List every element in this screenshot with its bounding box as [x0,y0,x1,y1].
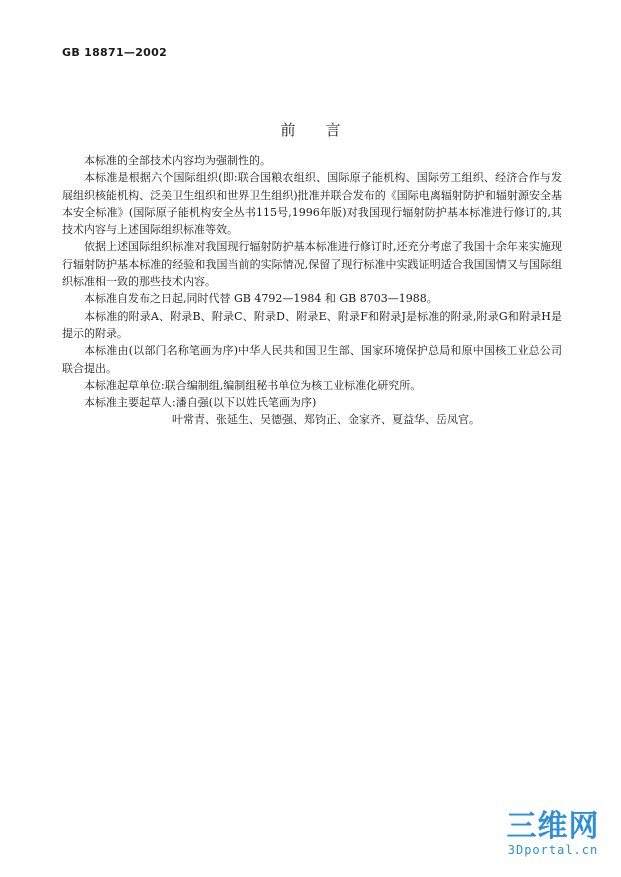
watermark-logo [501,811,605,857]
paragraph: 依据上述国际组织标准对我国现行辐射防护基本标准进行修订时,还充分考虑了我国十余年来实施现行辐射防护基本标准的经验和我国当前的实际情况,保留了现行标准中实践证明适合我国国情又与国际组织标准相一致的那些技术内容。 [62,240,562,289]
paragraph: 本标准自发布之日起,同时代替 GB 4792—1984 和 GB 8703—1988。 [84,292,438,306]
paragraph: 本标准的附录A、附录B、附录C、附录D、附录E、附录F和附录J是标准的附录,附录G和附录H是提示的附录。 [62,309,562,340]
paragraph: 本标准主要起草人:潘自强(以下以姓氏笔画为序) [84,396,317,410]
standard-code: GB 18871—2002 [62,46,168,59]
page-title: 前言 [280,121,371,139]
foreword-body [62,152,562,429]
watermark-sub-text: 3Dportal.cn [507,843,599,857]
watermark-main-text: 三维网 [506,809,600,844]
paragraph: 本标准起草单位:联合编制组,编制组秘书单位为核工业标准化研究所。 [84,378,422,392]
drafters-list: 叶常青、张延生、吴德强、郑钧正、金家齐、夏益华、岳凤官。 [172,413,480,427]
paragraph: 本标准是根据六个国际组织(即:联合国粮农组织、国际原子能机构、国际劳工组织、经济合作与发展组织核能机构、泛美卫生组织和世界卫生组织)批准并联合发布的《国际电离辐射防护和辐射源安全基本安全标准》(国际原子能机构安全丛书115号,1996年版)对我国现行辐射防护基本标准进行修订的,其技术内容与上述国际组织标准等效。 [62,171,562,237]
paragraph: 本标准的全部技术内容均为强制性的。 [84,154,271,167]
paragraph: 本标准由(以部门名称笔画为序)中华人民共和国卫生部、国家环境保护总局和原中国核工业总公司联合提出。 [62,344,562,375]
